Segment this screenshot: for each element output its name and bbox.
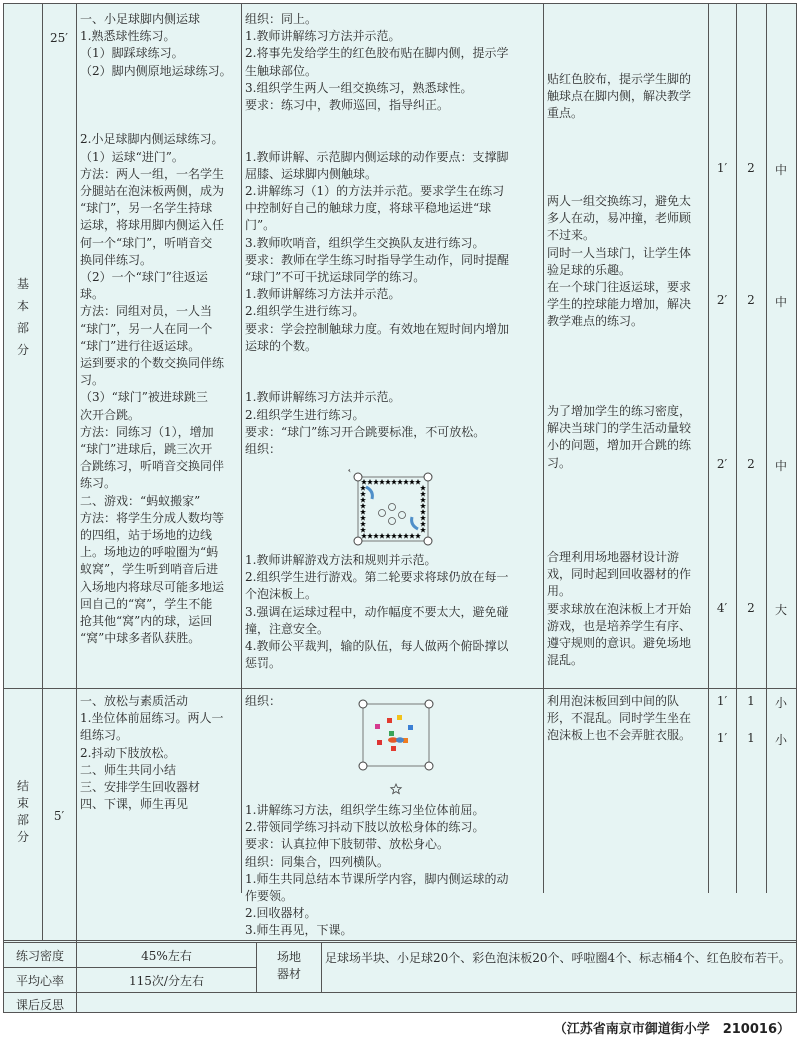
marker-star-icon [360,497,366,503]
basic-row4-count: 2 [747,601,755,615]
basic-content-line: （2）一个“球门”往返运 [80,270,208,284]
marker-star-icon [385,533,391,539]
basic-org-line: 3.教师吹哨音，组织学生交换队友进行练习。 [245,235,485,250]
end-section-label: 结束部分 [16,779,29,844]
note-line: 多人在动，易冲撞，老师顾 [547,211,692,226]
note-line: 贴红色胶布，提示学生脚的 [547,72,692,86]
game-org-line: 撞，注意安全。 [245,621,330,636]
basic-content-line: 方法：同练习（1），增加 [80,424,214,439]
note-line: 两人一组交换练习，避免太 [547,194,692,208]
basic-row3-load: 中 [774,459,787,473]
end-row1-count: 1 [747,694,755,708]
basic-content-line: 合跳练习，听哨音交换同伴 [80,459,225,474]
basic-section-label: 基本部分 [16,277,29,357]
end-organization-title: 组织： [245,694,282,708]
marker-star-icon [415,479,421,485]
end-content-line: 四、下课，师生再见 [80,797,189,812]
note-line: 同时一人当球门，让学生体 [547,245,692,260]
marker-star-icon [361,533,367,539]
basic-org-line: 中控制好自己的触球力度，将球平稳地运进“球 [245,201,492,216]
end-duration: 5′ [53,809,65,823]
marker-star-icon [409,533,415,539]
venue-label: 场地器材 [276,950,301,981]
basic-org-line: 2.讲解练习（1）的方法并示范。要求学生在练习 [245,184,505,198]
marker-star-icon [360,515,366,521]
density-label: 练习密度 [15,949,64,963]
note-pair-practice [544,191,708,333]
basic-row3-count: 2 [747,457,755,471]
end-content-line: 1.坐位体前屈练习。两人一 [80,711,224,726]
basic-org-line [245,114,540,131]
basic-content-line: 回自己的“窝”，学生不能 [80,596,213,611]
end-content-column [77,691,241,815]
note-line: 为了增加学生的练习密度， [547,404,692,418]
note-line: 不过来。 [547,228,596,243]
basic-content-line: 蚁窝”，学生听到哨音后进 [80,562,219,577]
basic-content-line: “球门”进球后，跳三次开 [80,442,213,457]
basic-row4-load: 大 [774,603,787,617]
end-org-line: 要求：认真拉伸下肢韧带、放松身心。 [245,837,450,852]
basic-org-line [245,372,540,389]
marker-star-icon [420,491,426,497]
basic-content-line: 换同伴练习。 [80,252,153,267]
end-content-line: 二、师生共同小结 [80,762,177,777]
end-note [544,691,708,747]
basic-org-line: 1.教师讲解练习方法并示范。 [245,29,401,44]
game-org-line: 个泡沫板上。 [245,587,318,602]
basic-org-line: 运球的个数。 [245,338,318,353]
basic-content-line: “球门”进行往返运球。 [80,338,201,353]
end-organization-column [242,800,543,942]
marker-star-icon [397,479,403,485]
basic-org-line: 要求：学会控制触球力度。有效地在短时间内增加 [245,321,510,336]
marker-star-icon [403,533,409,539]
basic-content-line: 1.熟悉球性练习。 [80,29,176,44]
marker-star-icon [379,479,385,485]
end-row2-times: 1′ [716,731,728,745]
note-line: 用。 [547,584,572,599]
note-line: 触球点在脚内侧，解决教学 [547,89,692,104]
note-line: 合理利用场地器材设计游 [547,550,680,564]
end-org-line: 2.带领同学练习抖动下肢以放松身体的练习。 [245,820,485,835]
marker-star-icon [360,485,366,491]
game-org-line: 2.组织学生进行游戏。第二轮要求将球仍放在每一 [245,570,509,585]
marker-star-icon [420,515,426,521]
basic-content-line: “球门”，另一名学生持球 [80,201,213,216]
end-org-line: 组织：同集合，四列横队。 [245,854,390,869]
basic-content-line: 次开合跳。 [80,407,141,422]
basic-org-line: 1.教师讲解练习方法并示范。 [245,287,401,302]
end-content-line: 2.抖动下肢放松。 [80,745,176,760]
marker-star-icon [397,533,403,539]
marker-star-icon [367,533,373,539]
basic-content-line: 入场地内将球尽可能多地运 [80,579,225,594]
note-line: 验足球的乐趣。 [547,262,632,277]
basic-row3-times: 2′ [716,457,728,471]
basic-content-line [80,97,238,114]
basic-org-line: 要求：教师在学生练习时指导学生动作，同时提醒 [245,252,510,267]
basic-row4-times: 4′ [716,601,728,615]
note-red-tape [544,69,708,125]
density-value: 45%左右 [141,949,192,963]
basic-row1-times: 1′ [716,161,728,175]
note-line: 教学难点的练习。 [547,314,644,329]
basic-org-line: 组织： [245,442,282,457]
end-row2-count: 1 [747,731,755,745]
game-org-line: 4.教师公平裁判，输的队伍，每人做两个俯卧撑以 [245,639,509,654]
game-org-line: 1.教师讲解游戏方法和规则并示范。 [245,553,437,567]
note-line: 习。 [547,455,572,470]
school-credit: （江苏省南京市御道街小学 210016） [553,1022,790,1037]
marker-star-icon [373,533,379,539]
basic-row1-count: 2 [747,161,755,175]
basic-content-line: （1）脚踩球练习。 [80,46,184,61]
basic-org-line: 1.教师讲解练习方法并示范。 [245,390,401,405]
end-org-line: 作要领。 [245,889,294,904]
note-line: 小的问题，增加开合跳的练 [547,438,692,453]
marker-star-icon [360,509,366,515]
basic-row2-times: 2′ [716,293,728,307]
end-row2-load: 小 [774,733,787,747]
end-note-line: 泡沫板上也不会弄脏衣服。 [547,728,692,743]
marker-star-icon [420,521,426,527]
marker-star-icon [360,503,366,509]
basic-content-line: 方法：两人一组，一名学生 [80,166,225,181]
marker-star-icon [385,479,391,485]
basic-content-column [77,9,241,649]
game-org-line: 3.强调在运球过程中，动作幅度不要太大，避免碰 [245,604,509,619]
basic-row1-load: 中 [774,163,787,177]
basic-org-line: 生触球部位。 [245,63,318,78]
reflection-label: 课后反思 [15,998,64,1012]
end-content-line: 三、安排学生回收器材 [80,780,201,795]
basic-content-line: “球门”，另一人在同一个 [80,321,213,336]
basic-org-line: 组织：同上。 [245,12,318,26]
basic-content-line [80,80,238,97]
basic-content-line: 运到要求的个数交换同伴练 [80,356,225,371]
basic-row2-load: 中 [774,295,787,309]
end-note-line: 利用泡沫板回到中间的队 [547,694,680,708]
note-line: 游戏，也是培养学生有序、 [547,618,692,633]
note-line: 混乱。 [547,653,584,668]
basic-content-line: 分腿站在泡沫板两侧，成为 [80,183,225,198]
end-org-line: 3.师生再见，下课。 [245,923,353,938]
basic-content-line: （3）“球门”被进球跳三 [80,390,208,405]
marker-star-icon [360,521,366,527]
basic-org-line [245,131,540,148]
end-row1-load: 小 [774,696,787,710]
basic-organization-column [242,9,543,460]
basic-content-line: 二、游戏：“蚂蚁搬家” [80,493,201,508]
basic-org-line: 屈膝、运球脚内侧触球。 [245,166,378,181]
venue-value: 足球场半块、小足球20个、彩色泡沫板20个、呼啦圈4个、标志桶4个、红色胶布若干。 [325,951,791,965]
marker-star-icon [420,497,426,503]
basic-content-line: “窝”中球多者队获胜。 [80,631,201,646]
marker-star-icon [409,479,415,485]
marker-star-icon [360,491,366,497]
marker-star-icon [379,533,385,539]
game-org-line: 惩罚。 [245,656,282,671]
basic-content-line: 抢其他“窝”内的球，运回 [80,614,213,629]
marker-star-icon [420,485,426,491]
note-line: 学生的控球能力增加，解决 [547,297,692,312]
basic-content-line: 一、小足球脚内侧运球 [80,12,201,26]
basic-content-line: 方法：将学生分成人数均等 [80,510,225,525]
marker-star-icon [420,509,426,515]
basic-org-line: 3.组织学生两人一组交换练习，熟悉球性。 [245,80,473,95]
heart-rate-label: 平均心率 [15,974,64,988]
marker-star-icon [403,479,409,485]
basic-content-line: 的四组，站于场地的边线 [80,528,213,543]
note-line: 戏，同时起到回收器材的作 [547,567,692,582]
basic-content-line: 球。 [80,287,105,302]
marker-star-icon [420,527,426,533]
basic-content-line: 2.小足球脚内侧运球练习。 [80,132,224,147]
game-organization-text [242,550,543,674]
end-org-line: 1.讲解练习方法，组织学生练习坐位体前屈。 [245,803,485,817]
basic-duration: 25′ [50,31,68,45]
basic-org-line: 2.组织学生进行练习。 [245,304,365,319]
basic-content-line: 方法：同组对员，一人当 [80,304,213,319]
end-row1-times: 1′ [716,694,728,708]
basic-org-line [245,355,540,372]
basic-content-line: 练习。 [80,476,117,491]
note-line: 遵守规则的意识。避免场地 [547,636,692,651]
heart-rate-value: 115次/分左右 [129,974,204,988]
basic-org-line: 要求：练习中，教师巡回，指导纠正。 [245,98,450,113]
basic-content-line: 习。 [80,373,105,388]
end-org-line: 1.师生共同总结本节课所学内容，脚内侧运球的动 [245,871,509,886]
basic-content-line: 上。场地边的呼啦圈为“蚂 [80,545,219,560]
basic-org-line: 2.将事先发给学生的红色胶布贴在脚内侧，提示学 [245,46,509,61]
end-content-line: 组练习。 [80,728,129,743]
note-line: 解决当球门的学生活动量较 [547,421,692,436]
marker-star-icon [361,479,367,485]
marker-star-icon [367,479,373,485]
marker-star-icon [391,479,397,485]
note-line: 要求球放在泡沫板上才开始 [547,601,692,616]
cooldown-formation-diagram [353,696,439,796]
basic-org-line: 要求：“球门”练习开合跳要标准，不可放松。 [245,424,486,439]
end-org-line: 2.回收器材。 [245,906,317,921]
basic-content-line: 运球，将球用脚内侧运入任 [80,218,225,233]
dribbling-field-diagram [348,469,438,549]
marker-star-icon [415,533,421,539]
end-note-line: 形，不混乱。同时学生坐在 [547,711,692,726]
basic-content-line: （2）脚内侧原地运球练习。 [80,63,232,78]
basic-content-line: 何一个“球门”，听哨音交 [80,235,213,250]
end-content-line: 一、放松与素质活动 [80,694,189,708]
basic-content-line [80,114,238,131]
basic-org-line: “球门”不可干扰运球同学的练习。 [245,270,426,285]
note-line: 在一个球门往返运球，要求 [547,280,692,295]
marker-star-icon [391,533,397,539]
note-game-design [544,547,708,671]
basic-row2-count: 2 [747,293,755,307]
basic-org-line: 1.教师讲解、示范脚内侧运球的动作要点：支撑脚 [245,149,509,164]
lesson-plan-table [3,3,797,1013]
note-practice-density [544,401,708,474]
marker-star-icon [360,527,366,533]
basic-org-line: 门”。 [245,218,276,233]
marker-star-icon [373,479,379,485]
basic-org-line: 2.组织学生进行练习。 [245,407,365,422]
note-line: 重点。 [547,106,584,121]
basic-content-line: （1）运球“进门”。 [80,149,184,164]
marker-star-icon [420,503,426,509]
